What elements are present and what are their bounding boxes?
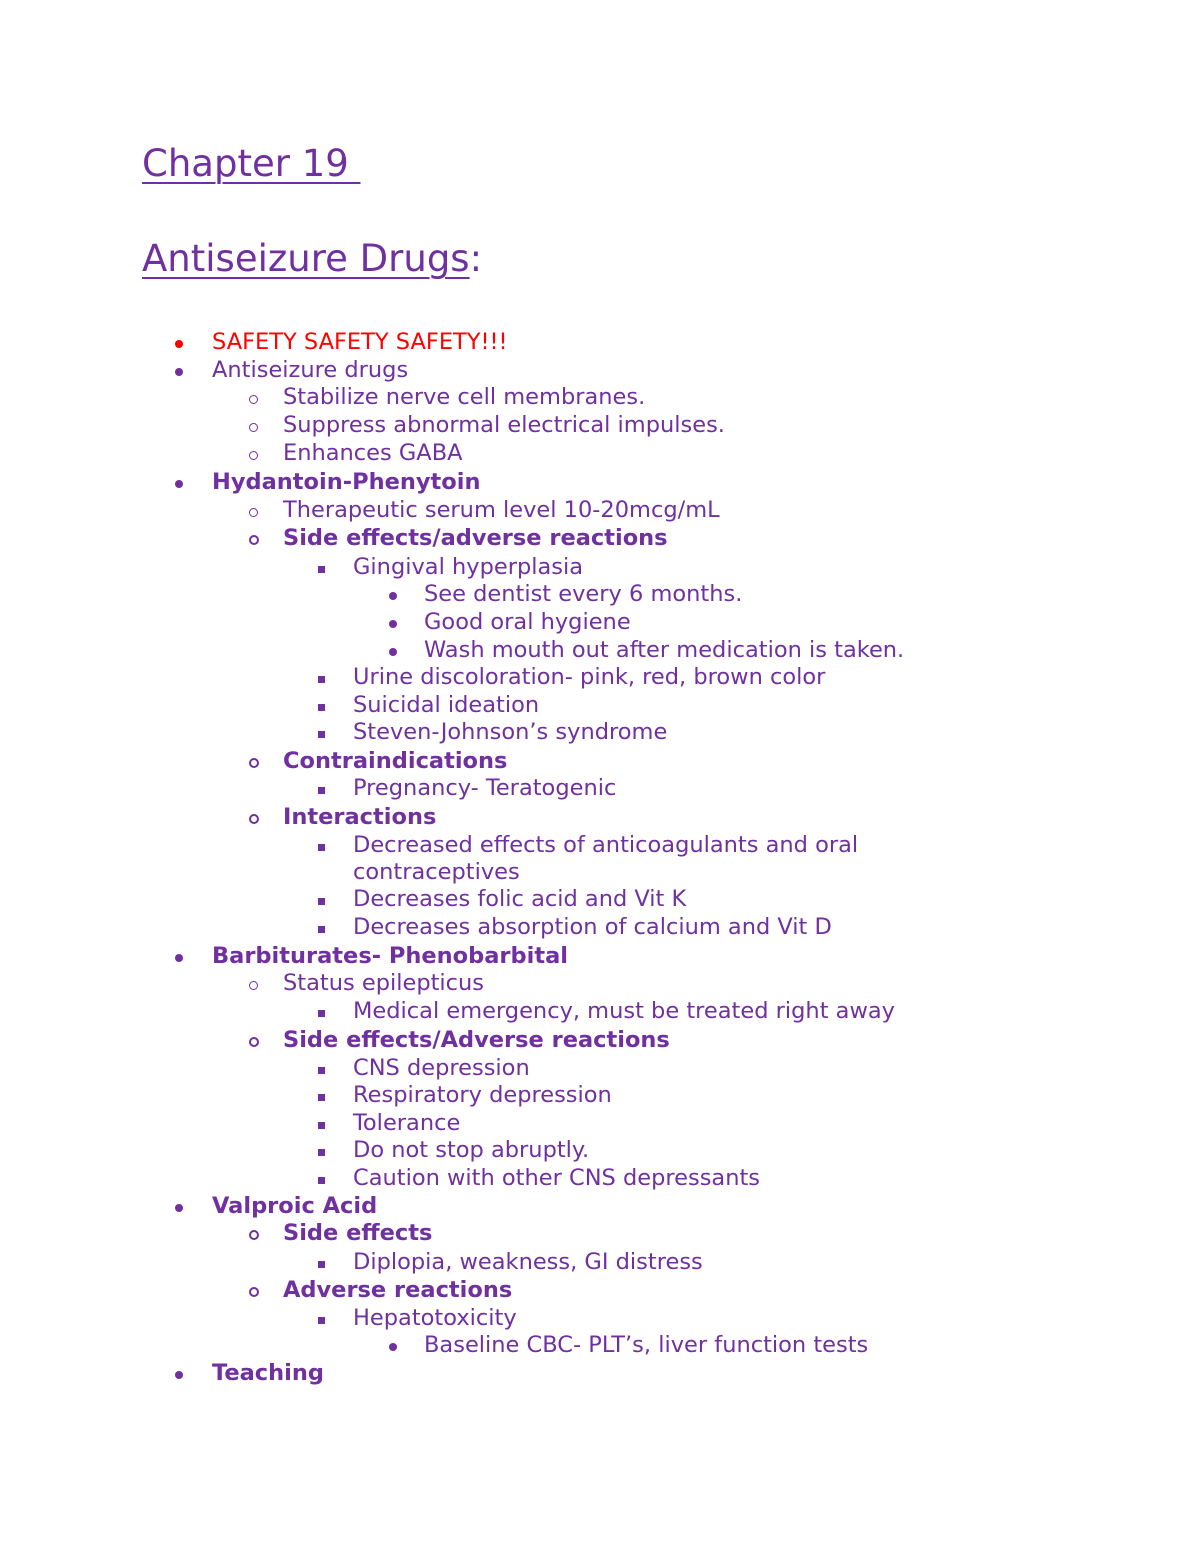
list-item-text: Hydantoin-Phenytoin xyxy=(212,469,481,495)
list-item xyxy=(0,412,1200,439)
list-item-text: Baseline CBC- PLT’s, liver function tests xyxy=(424,1332,869,1358)
bullet-dot-icon xyxy=(175,368,183,376)
list-item-text: Enhances GABA xyxy=(283,440,463,466)
list-item xyxy=(0,1220,1200,1247)
list-item xyxy=(0,832,1200,859)
list-item xyxy=(0,1249,1200,1276)
list-item-text: Steven-Johnson’s syndrome xyxy=(353,719,668,745)
list-item xyxy=(0,384,1200,411)
section-title-text: Antiseizure Drugs xyxy=(142,237,470,280)
list-item-text: Medical emergency, must be treated right away xyxy=(353,998,895,1024)
list-item xyxy=(0,1137,1200,1164)
list-item-text: Tolerance xyxy=(353,1110,461,1136)
list-item-text: Do not stop abruptly. xyxy=(353,1137,590,1163)
list-item-text: Therapeutic serum level 10-20mcg/mL xyxy=(283,497,720,523)
list-item xyxy=(0,581,1200,608)
bullet-square-icon xyxy=(318,926,325,933)
list-item xyxy=(0,804,1200,831)
bullet-dot-icon xyxy=(175,1371,183,1379)
bullet-circle-icon xyxy=(249,395,258,404)
bullet-dot-icon xyxy=(389,648,397,656)
bullet-dot-icon xyxy=(175,340,183,348)
bullet-circle-icon xyxy=(249,451,258,460)
bullet-square-icon xyxy=(318,898,325,905)
list-item-text: Respiratory depression xyxy=(353,1082,612,1108)
list-item xyxy=(0,1193,1200,1220)
chapter-title: Chapter 19 xyxy=(142,142,361,185)
list-item xyxy=(0,719,1200,746)
list-item xyxy=(0,1332,1200,1359)
list-item-text: Caution with other CNS depressants xyxy=(353,1165,761,1191)
list-item-text: Barbiturates- Phenobarbital xyxy=(212,943,568,969)
list-item xyxy=(0,609,1200,636)
bullet-square-icon xyxy=(318,1261,325,1268)
list-item xyxy=(0,859,1200,886)
bullet-dot-icon xyxy=(175,954,183,962)
bullet-square-icon xyxy=(318,731,325,738)
list-item xyxy=(0,748,1200,775)
bullet-circle-icon xyxy=(249,423,258,432)
list-item-text: Decreases absorption of calcium and Vit D xyxy=(353,914,832,940)
list-item xyxy=(0,554,1200,581)
list-item xyxy=(0,329,1200,356)
list-item xyxy=(0,998,1200,1025)
bullet-circle-icon xyxy=(249,1287,259,1297)
list-item xyxy=(0,1082,1200,1109)
list-item-text: Valproic Acid xyxy=(212,1193,378,1219)
bullet-square-icon xyxy=(318,787,325,794)
list-item-text: Stabilize nerve cell membranes. xyxy=(283,384,646,410)
list-item-text: Hepatotoxicity xyxy=(353,1305,517,1331)
list-item xyxy=(0,1165,1200,1192)
bullet-square-icon xyxy=(318,1122,325,1129)
bullet-square-icon xyxy=(318,704,325,711)
bullet-circle-icon xyxy=(249,1037,259,1047)
list-item xyxy=(0,497,1200,524)
bullet-square-icon xyxy=(318,1149,325,1156)
list-item xyxy=(0,775,1200,802)
list-item-text: Interactions xyxy=(283,804,437,830)
list-item xyxy=(0,914,1200,941)
list-item-text: Side effects/Adverse reactions xyxy=(283,1027,670,1053)
list-item-text: Decreased effects of anticoagulants and oral xyxy=(353,832,859,858)
list-item xyxy=(0,886,1200,913)
bullet-square-icon xyxy=(318,1317,325,1324)
list-item-text: Side effects/adverse reactions xyxy=(283,525,668,551)
list-item xyxy=(0,357,1200,384)
bullet-circle-icon xyxy=(249,981,258,990)
list-item xyxy=(0,664,1200,691)
list-item-text: SAFETY SAFETY SAFETY!!! xyxy=(212,329,508,355)
list-item-text: Status epilepticus xyxy=(283,970,485,996)
list-item-text: Suicidal ideation xyxy=(353,692,540,718)
bullet-square-icon xyxy=(318,844,325,851)
list-item xyxy=(0,1055,1200,1082)
bullet-circle-icon xyxy=(249,814,259,824)
bullet-dot-icon xyxy=(175,480,183,488)
list-item-text: Decreases folic acid and Vit K xyxy=(353,886,687,912)
list-item xyxy=(0,943,1200,970)
bullet-circle-icon xyxy=(249,1230,259,1240)
list-item-text: contraceptives xyxy=(353,859,520,885)
list-item-text: Side effects xyxy=(283,1220,433,1246)
section-title-colon: : xyxy=(469,237,483,280)
list-item xyxy=(0,440,1200,467)
list-item-text: See dentist every 6 months. xyxy=(424,581,743,607)
bullet-square-icon xyxy=(318,676,325,683)
bullet-dot-icon xyxy=(175,1204,183,1212)
list-item xyxy=(0,1305,1200,1332)
list-item-text: Adverse reactions xyxy=(283,1277,513,1303)
list-item xyxy=(0,692,1200,719)
bullet-square-icon xyxy=(318,566,325,573)
list-item xyxy=(0,1360,1200,1387)
list-item xyxy=(0,637,1200,664)
list-item-text: Pregnancy- Teratogenic xyxy=(353,775,617,801)
list-item-text: Diplopia, weakness, GI distress xyxy=(353,1249,703,1275)
list-item xyxy=(0,469,1200,496)
list-item xyxy=(0,1110,1200,1137)
bullet-dot-icon xyxy=(389,592,397,600)
list-item xyxy=(0,1027,1200,1054)
bullet-square-icon xyxy=(318,1067,325,1074)
bullet-square-icon xyxy=(318,1010,325,1017)
bullet-square-icon xyxy=(318,1094,325,1101)
list-item-text: Wash mouth out after medication is taken. xyxy=(424,637,905,663)
bullet-circle-icon xyxy=(249,758,259,768)
list-item xyxy=(0,1277,1200,1304)
list-item-text: Suppress abnormal electrical impulses. xyxy=(283,412,725,438)
bullet-circle-icon xyxy=(249,508,258,517)
list-item-text: CNS depression xyxy=(353,1055,530,1081)
bullet-dot-icon xyxy=(389,620,397,628)
list-item-text: Antiseizure drugs xyxy=(212,357,409,383)
list-item-text: Gingival hyperplasia xyxy=(353,554,584,580)
list-item-text: Teaching xyxy=(212,1360,324,1386)
bullet-square-icon xyxy=(318,1177,325,1184)
list-item-text: Urine discoloration- pink, red, brown color xyxy=(353,664,826,690)
list-item xyxy=(0,970,1200,997)
list-item xyxy=(0,525,1200,552)
bullet-circle-icon xyxy=(249,535,259,545)
list-item-text: Good oral hygiene xyxy=(424,609,631,635)
list-item-text: Contraindications xyxy=(283,748,508,774)
bullet-dot-icon xyxy=(389,1343,397,1351)
